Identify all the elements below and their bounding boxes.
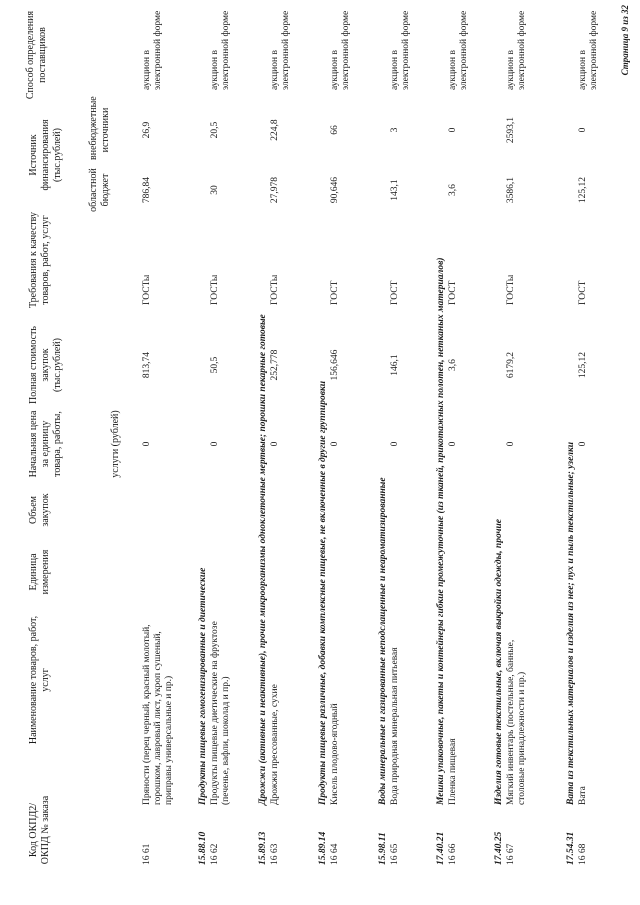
row-method: аукцион в электронной форме [506,10,527,90]
row-extra: 66 [330,125,340,135]
group-code: 15.98.11 [378,832,388,865]
header-extrabudget: внебюджетные источники [88,96,111,160]
row-price: 0 [270,441,280,447]
row-method: аукцион в электронной форме [270,10,291,90]
row-extra: 26,9 [142,121,152,139]
group-title: Дрожжи (активные и неактивные), прочие микроорганизмы одноклеточные мертвые; порошки пекарные готовые [258,314,268,805]
row-price: 0 [210,441,220,447]
group-code: 15.89.14 [318,831,328,865]
row-total: 125,12 [578,351,588,379]
row-requirements: ГОСТ [448,280,458,305]
row-regional: 30 [210,185,220,195]
group-code: 15.88.10 [198,831,208,865]
row-code: 16 67 [506,843,516,865]
row-method: аукцион в электронной форме [330,10,351,90]
header-regional-budget: областной бюджет [88,168,111,212]
row-total: 813,74 [142,351,152,379]
row-code: 16 63 [270,843,280,865]
group-code: 15.89.13 [258,831,268,865]
row-extra: 224,8 [270,119,280,141]
header-requirements: Требования к качеству товаров, работ, услуг [28,211,51,309]
row-price: 0 [142,441,152,447]
row-method: аукцион в электронной форме [142,10,163,90]
group-title: Мешки упаковочные, пакеты и контейнеры гибкие промежуточные (из тканей, прикотажных полотен, нетканых материалов) [436,257,446,805]
row-total: 3,6 [448,359,458,371]
row-requirements: ГОСТы [270,274,280,305]
row-name: Вата [578,786,588,805]
row-extra: 3 [390,127,400,133]
row-name: Мягкий инвентарь (постельные, банные, столовые принадлежности и пр.) [506,639,527,805]
row-extra: 0 [448,127,458,133]
row-name: Пленка пищевая [448,738,458,805]
row-extra: 0 [578,127,588,133]
row-total: 50,5 [210,356,220,374]
row-price: 0 [330,441,340,447]
group-code: 17.40.25 [494,831,504,865]
header-full-cost: Полная стоимость закупок (тыс.рублей) [28,326,63,404]
row-name: Вода природная минеральная питьевая [390,647,400,805]
group-title: Вата из текстильных материалов и изделия из нее; пух и пыль текстильные; узелки [566,441,576,805]
row-code: 16 61 [142,843,152,865]
row-price: 0 [578,441,588,447]
row-total: 252,778 [270,349,280,381]
header-start-price-unit: услуги (рублей) [110,410,121,478]
row-method: аукцион в электронной форме [210,10,231,90]
row-total: 6179,2 [506,351,516,379]
row-price: 0 [390,441,400,447]
group-title: Воды минеральные и газированные неподслащенные и неароматизированные [378,477,388,805]
row-name: Пряности (перец черный, красный молотый, горошком, лавровый лист, укроп сушеный, приправы универсальные и пр.) [142,624,174,805]
row-code: 16 68 [578,843,588,865]
row-regional: 3586,1 [506,176,516,204]
row-extra: 20,5 [210,121,220,139]
row-code: 16 64 [330,843,340,865]
row-name: Дрожжи прессованные, сухие [270,684,280,805]
row-requirements: ГОСТ [390,280,400,305]
row-requirements: ГОСТ [330,280,340,305]
header-volume: Объем закупок [28,493,51,527]
page-footer: Страница 9 из 32 [620,5,630,76]
row-price: 0 [506,441,516,447]
group-title: Продукты пищевые гомогенизированные и диетические [198,567,208,805]
row-regional: 27,978 [270,176,280,204]
group-code: 17.40.21 [436,831,446,865]
row-regional: 143,1 [390,179,400,201]
row-requirements: ГОСТы [210,274,220,305]
header-unit: Единица измерения [28,549,51,595]
row-total: 156,646 [330,349,340,381]
row-code: 16 65 [390,843,400,865]
row-requirements: ГОСТы [506,274,516,305]
row-code: 16 62 [210,843,220,865]
group-code: 17.54.31 [566,831,576,865]
header-code: Код ОКПД2/ ОКПД № заказа [28,795,51,865]
group-title: Продукты пищевые различные, добавки комплексные пищевые, не включенные в другие группировки [318,380,328,805]
row-extra: 2593,1 [506,116,516,144]
header-method: Способ определения поставщиков [25,10,48,100]
row-regional: 90,646 [330,176,340,204]
row-regional: 125,12 [578,176,588,204]
row-regional: 786,84 [142,176,152,204]
row-price: 0 [448,441,458,447]
row-name: Продукты пищевые диетические на фруктозе (печенье, вафли, шоколад и пр.) [210,621,231,805]
row-method: аукцион в электронной форме [390,10,411,90]
row-method: аукцион в электронной форме [578,10,599,90]
header-start-price: Начальная цена за единицу товара, работы, [28,410,63,478]
row-method: аукцион в электронной форме [448,10,469,90]
header-name: Наименование товаров, работ, услуг [28,615,51,745]
group-title: Изделия готовые текстильные, включая выкройки одежды, прочие [494,519,504,805]
row-code: 16 66 [448,843,458,865]
row-total: 146,1 [390,354,400,376]
row-requirements: ГОСТ [578,280,588,305]
row-name: Кисель плодово-ягодный [330,703,340,805]
row-regional: 3,6 [448,184,458,196]
header-source: Источник финансирования (тыс.рублей) [28,119,63,191]
row-requirements: ГОСТы [142,274,152,305]
